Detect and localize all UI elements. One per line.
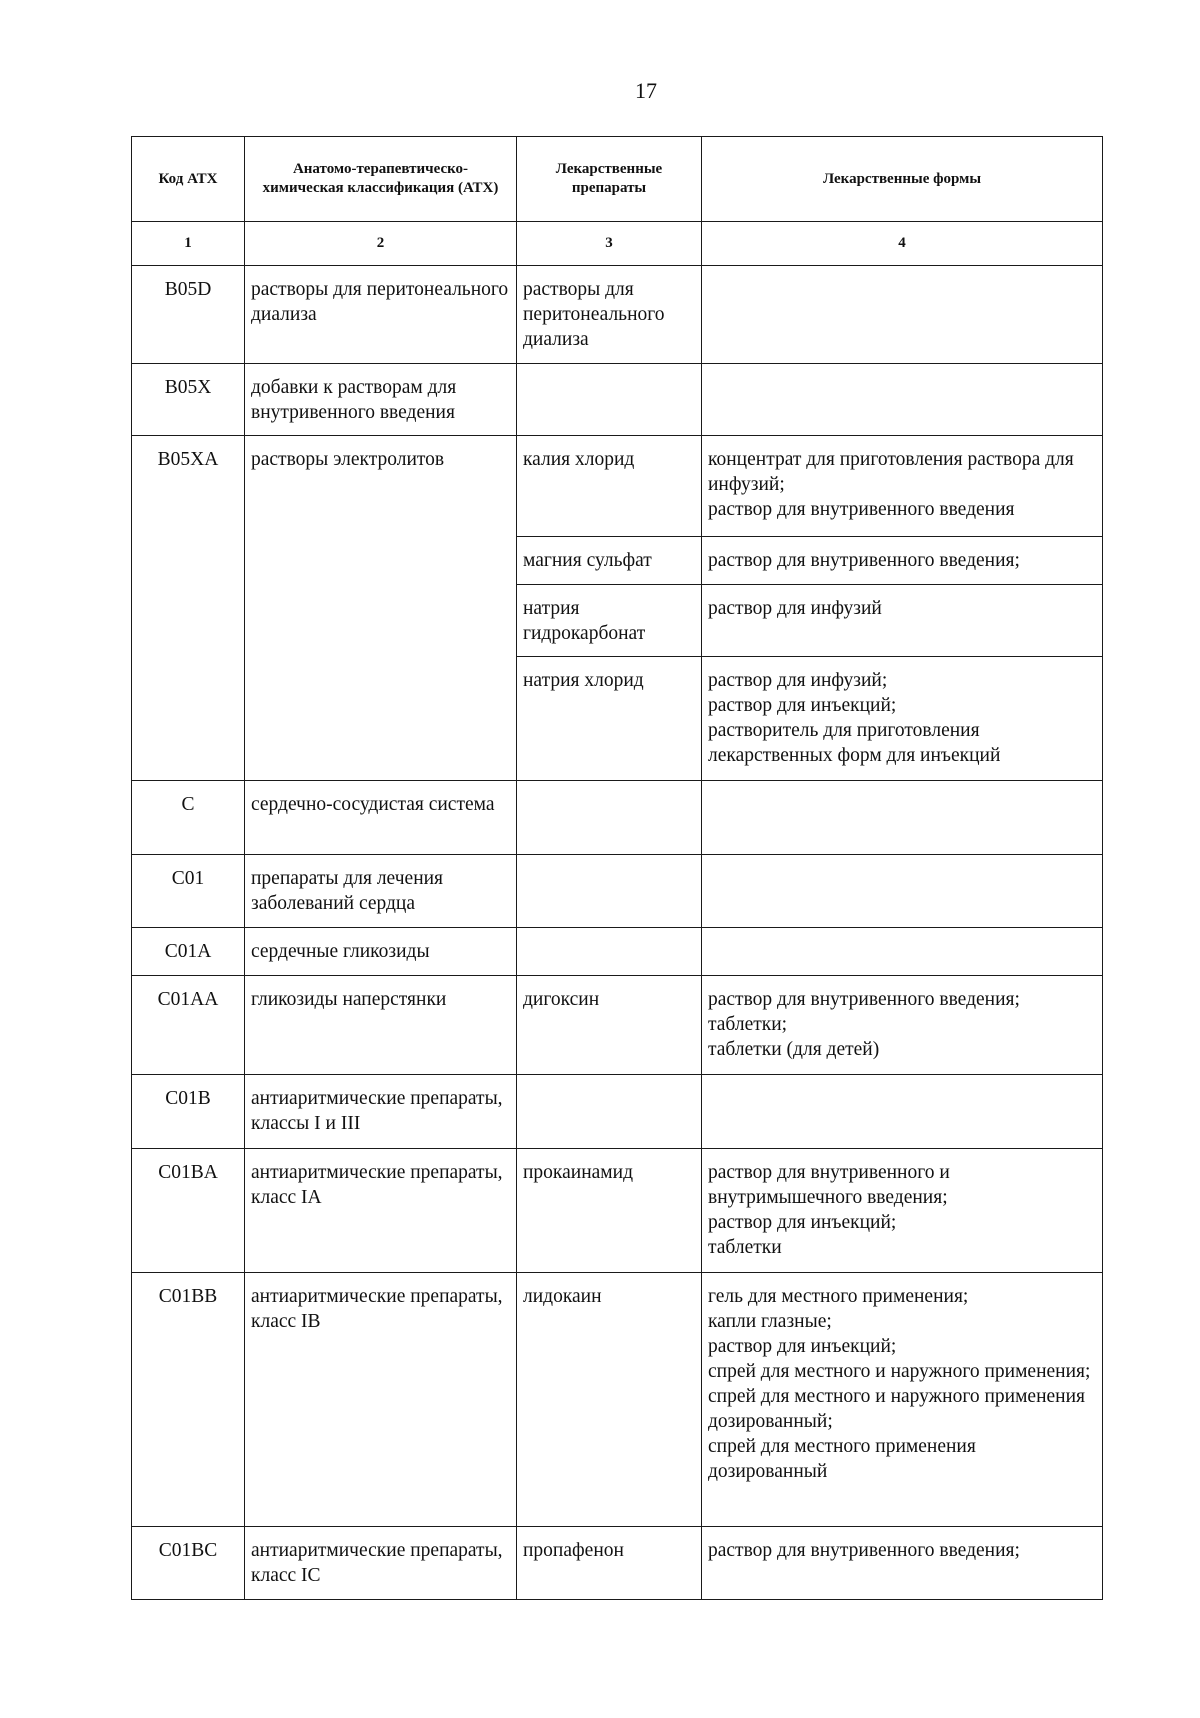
drug-cell: прокаинамид xyxy=(517,1149,702,1273)
dosage-forms-cell xyxy=(702,855,1103,928)
drug-cell: лидокаин xyxy=(517,1273,702,1527)
dosage-forms-cell xyxy=(702,266,1103,364)
column-number: 2 xyxy=(245,222,517,266)
table-row xyxy=(132,436,1103,537)
dosage-form-item: раствор для инфузий xyxy=(708,598,882,619)
drug-cell xyxy=(517,364,702,436)
classification-cell: антиаритмические препараты, класс IC xyxy=(245,1527,517,1600)
atc-code-cell: C xyxy=(132,781,245,855)
atc-code-cell: C01A xyxy=(132,928,245,976)
atc-drug-table xyxy=(131,136,1103,1600)
drug-cell xyxy=(517,781,702,855)
atc-code-cell: C01AA xyxy=(132,976,245,1075)
dosage-form-item: спрей для местного и наружного применения дозированный; xyxy=(708,1386,1086,1432)
dosage-form-item: спрей для местного и наружного применения; xyxy=(708,1361,1091,1382)
dosage-forms-cell xyxy=(702,537,1103,585)
dosage-form-item: раствор для внутривенного введения; xyxy=(708,1540,1020,1561)
header-atc-classification: Анатомо-терапевтическо-химическая классификация (АТХ) xyxy=(245,137,517,222)
dosage-form-item: раствор для инъекций; xyxy=(708,695,897,716)
dosage-forms-cell xyxy=(702,1527,1103,1600)
column-number: 4 xyxy=(702,222,1103,266)
header-drugs: Лекарственные препараты xyxy=(517,137,702,222)
dosage-form-item: раствор для внутривенного введения xyxy=(708,499,1015,520)
dosage-form-item: концентрат для приготовления раствора для инфузий; xyxy=(708,449,1074,495)
drug-cell: пропафенон xyxy=(517,1527,702,1600)
table-row xyxy=(132,1273,1103,1527)
dosage-form-item: раствор для внутривенного введения; xyxy=(708,550,1020,571)
column-number: 3 xyxy=(517,222,702,266)
drug-cell xyxy=(517,855,702,928)
drug-cell: дигоксин xyxy=(517,976,702,1075)
dosage-forms-cell xyxy=(702,1273,1103,1527)
atc-code-cell: B05D xyxy=(132,266,245,364)
dosage-form-item: спрей для местного применения дозированный xyxy=(708,1436,976,1482)
drug-cell: натрия хлорид xyxy=(517,657,702,781)
page-number: 17 xyxy=(635,78,657,103)
dosage-form-item: таблетки xyxy=(708,1237,782,1258)
dosage-form-item: таблетки (для детей) xyxy=(708,1039,880,1060)
table-row xyxy=(132,928,1103,976)
table-row xyxy=(132,1075,1103,1149)
dosage-form-item: гель для местного применения; xyxy=(708,1286,969,1307)
dosage-forms-cell xyxy=(702,1075,1103,1149)
dosage-form-item: раствор для инъекций; xyxy=(708,1336,897,1357)
classification-cell: добавки к растворам для внутривенного введения xyxy=(245,364,517,436)
header-atc-code: Код АТХ xyxy=(132,137,245,222)
dosage-forms-cell xyxy=(702,657,1103,781)
table-row xyxy=(132,781,1103,855)
dosage-form-item: раствор для инфузий; xyxy=(708,670,888,691)
classification-cell: растворы для перитонеального диализа xyxy=(245,266,517,364)
table-row xyxy=(132,1149,1103,1273)
atc-code-cell: C01BA xyxy=(132,1149,245,1273)
atc-code-cell: C01B xyxy=(132,1075,245,1149)
dosage-form-item: раствор для внутривенного и внутримышечного введения; xyxy=(708,1162,950,1208)
classification-cell: гликозиды наперстянки xyxy=(245,976,517,1075)
classification-cell: растворы электролитов xyxy=(245,436,517,781)
drug-cell: калия хлорид xyxy=(517,436,702,537)
table-row xyxy=(132,1527,1103,1600)
drug-cell: натрия гидрокарбонат xyxy=(517,585,702,657)
classification-cell: антиаритмические препараты, класс IA xyxy=(245,1149,517,1273)
dosage-forms-cell xyxy=(702,928,1103,976)
table-row xyxy=(132,855,1103,928)
drug-cell xyxy=(517,928,702,976)
table-row xyxy=(132,266,1103,364)
header-dosage-forms: Лекарственные формы xyxy=(702,137,1103,222)
dosage-forms-cell xyxy=(702,436,1103,537)
atc-code-cell: C01BC xyxy=(132,1527,245,1600)
dosage-form-item: растворитель для приготовления лекарственных форм для инъекций xyxy=(708,720,1001,766)
dosage-forms-cell xyxy=(702,976,1103,1075)
table-header-row xyxy=(132,137,1103,222)
drug-cell xyxy=(517,1075,702,1149)
classification-cell: сердечно-сосудистая система xyxy=(245,781,517,855)
table-row xyxy=(132,976,1103,1075)
classification-cell: антиаритмические препараты, класс IB xyxy=(245,1273,517,1527)
atc-code-cell: C01 xyxy=(132,855,245,928)
classification-cell: антиаритмические препараты, классы I и III xyxy=(245,1075,517,1149)
dosage-form-item: таблетки; xyxy=(708,1014,788,1035)
dosage-forms-cell xyxy=(702,1149,1103,1273)
column-number: 1 xyxy=(132,222,245,266)
classification-cell: сердечные гликозиды xyxy=(245,928,517,976)
atc-code-cell: B05XA xyxy=(132,436,245,781)
dosage-form-item: капли глазные; xyxy=(708,1311,832,1332)
dosage-form-item: раствор для инъекций; xyxy=(708,1212,897,1233)
dosage-form-item: раствор для внутривенного введения; xyxy=(708,989,1020,1010)
drug-cell: магния сульфат xyxy=(517,537,702,585)
dosage-forms-cell xyxy=(702,364,1103,436)
column-number-row xyxy=(132,222,1103,266)
drug-cell: растворы для перитонеального диализа xyxy=(517,266,702,364)
classification-cell: препараты для лечения заболеваний сердца xyxy=(245,855,517,928)
table-row xyxy=(132,364,1103,436)
atc-code-cell: C01BB xyxy=(132,1273,245,1527)
dosage-forms-cell xyxy=(702,585,1103,657)
atc-code-cell: B05X xyxy=(132,364,245,436)
dosage-forms-cell xyxy=(702,781,1103,855)
